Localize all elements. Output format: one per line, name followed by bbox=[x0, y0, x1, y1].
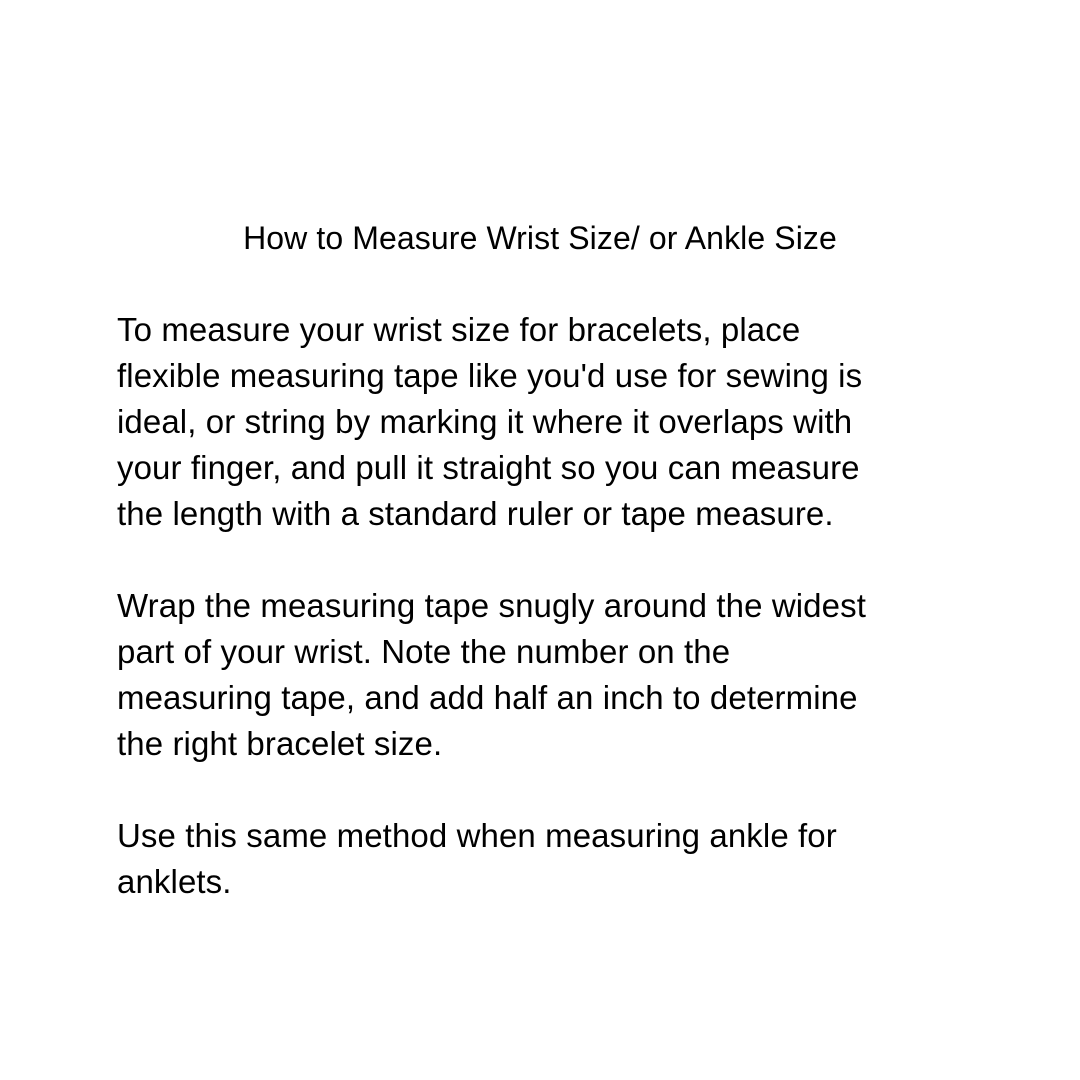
paragraph-line: measuring tape, and add half an inch to determine bbox=[117, 679, 858, 716]
paragraph-line: the length with a standard ruler or tape measure. bbox=[117, 495, 834, 532]
paragraph-line: flexible measuring tape like you'd use for sewing is bbox=[117, 357, 863, 394]
paragraph-line: ideal, or string by marking it where it overlaps with bbox=[117, 403, 853, 440]
paragraph-line: part of your wrist. Note the number on the bbox=[117, 633, 731, 670]
page-title: How to Measure Wrist Size/ or Ankle Size bbox=[243, 220, 837, 256]
paragraph-line: Use this same method when measuring ankle for bbox=[117, 817, 837, 854]
paragraph-line: anklets. bbox=[117, 863, 232, 900]
paragraph-line: Wrap the measuring tape snugly around the widest bbox=[117, 587, 866, 624]
paragraph-line: To measure your wrist size for bracelets, place bbox=[117, 311, 801, 348]
paragraph-line: the right bracelet size. bbox=[117, 725, 443, 762]
paragraph-line: your finger, and pull it straight so you can measure bbox=[117, 449, 860, 486]
